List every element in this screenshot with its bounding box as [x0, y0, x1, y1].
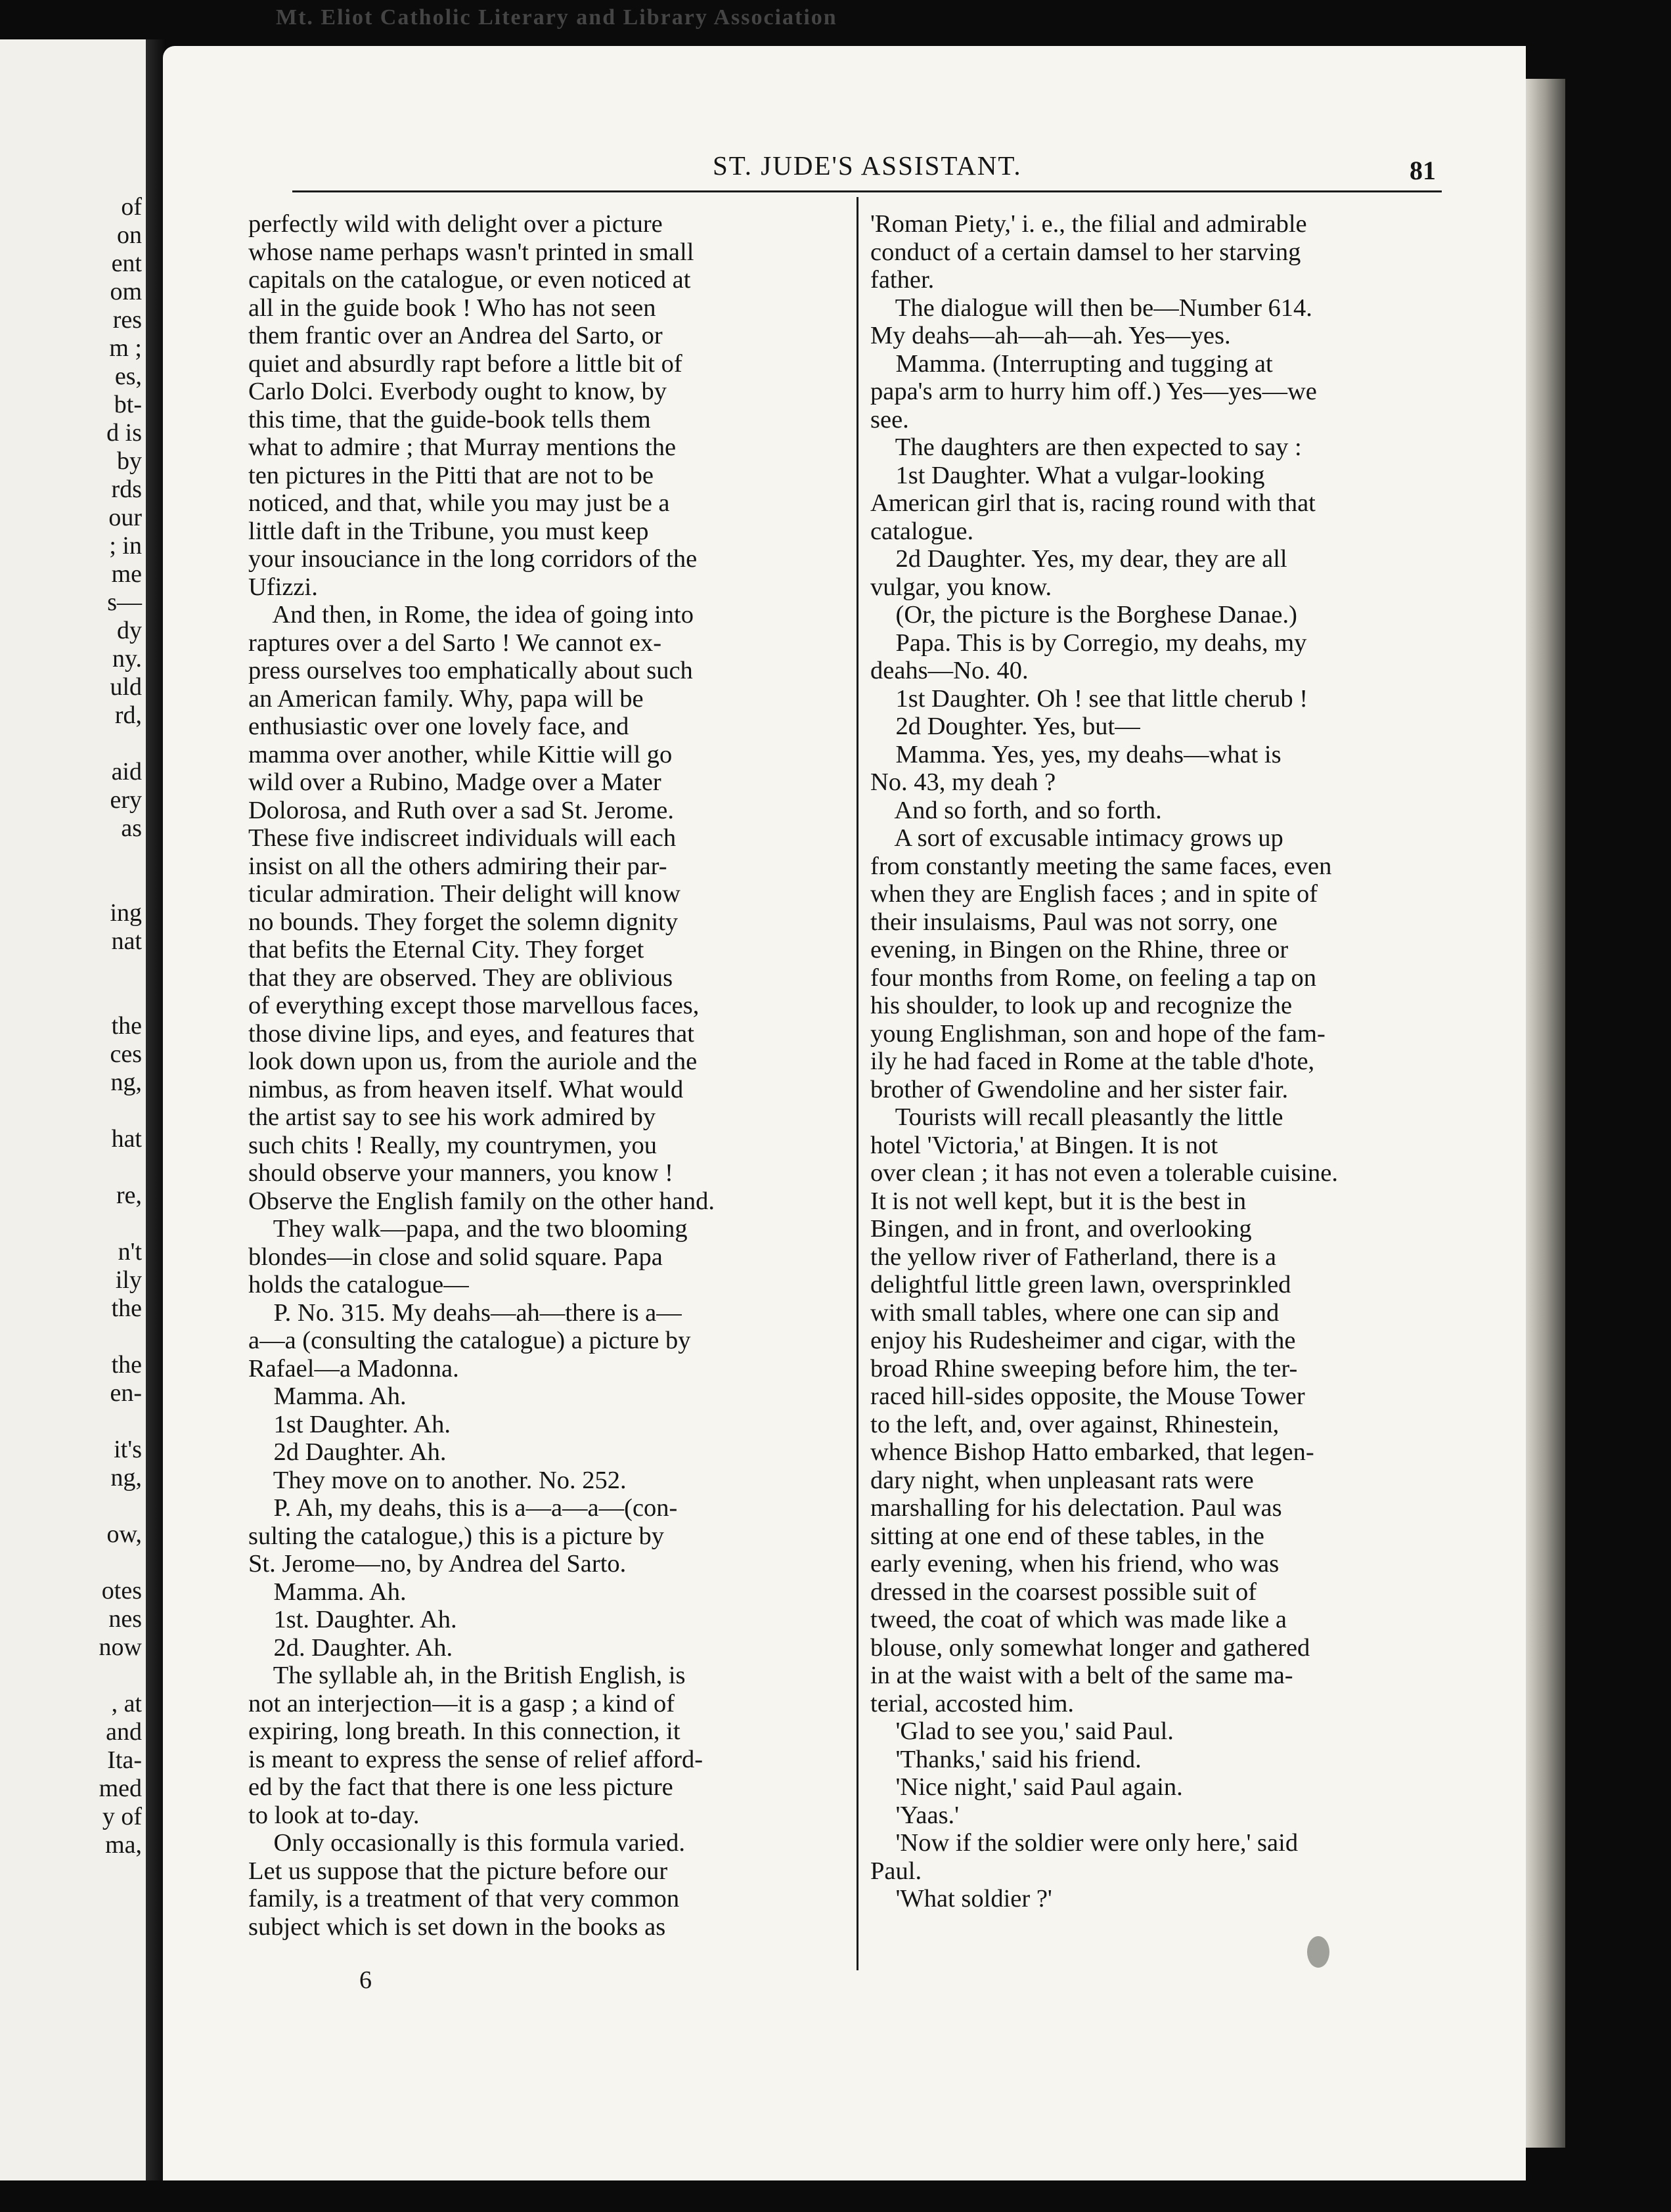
text-line: broad Rhine sweeping before him, the ter-	[870, 1354, 1298, 1382]
fragment-line: the	[111, 1294, 142, 1322]
text-line: ed by the fact that there is one less picture	[248, 1773, 673, 1801]
text-line: 'Yaas.'	[870, 1801, 960, 1829]
fragment-line: Ita-	[107, 1746, 142, 1774]
fragment-line: re,	[116, 1182, 142, 1209]
text-line: young Englishman, son and hope of the fam-	[870, 1019, 1326, 1048]
fragment-line: ow,	[106, 1520, 142, 1548]
text-line: Mamma. (Interrupting and tugging at	[870, 349, 1273, 378]
text-line: Papa. This is by Corregio, my deahs, my	[870, 629, 1307, 657]
fragment-line: om	[110, 278, 142, 305]
fragment-line: hat	[111, 1125, 142, 1153]
text-line: them frantic over an Andrea del Sarto, or	[248, 322, 663, 349]
text-line: ten pictures in the Pitti that are not to be	[248, 461, 654, 489]
fragment-line: ng,	[110, 1069, 142, 1096]
fragment-line: , at	[111, 1690, 142, 1717]
text-line: conduct of a certain damsel to her starving	[870, 238, 1301, 266]
text-line: And so forth, and so forth.	[870, 796, 1162, 824]
fragment-line: ing	[110, 899, 142, 927]
text-line: Tourists will recall pleasantly the little	[870, 1103, 1283, 1131]
text-line: Dolorosa, and Ruth over a sad St. Jerome.	[248, 796, 674, 824]
fragment-line: our	[108, 504, 142, 531]
text-line: It is not well kept, but it is the best in	[870, 1187, 1247, 1215]
text-line: whose name perhaps wasn't printed in small	[248, 238, 694, 266]
text-line: Mamma. Ah.	[248, 1382, 407, 1410]
text-line: 1st Daughter. Ah.	[248, 1410, 451, 1438]
text-line: in at the waist with a belt of the same ma-	[870, 1662, 1293, 1689]
text-line: P. No. 315. My deahs—ah—there is a—	[248, 1298, 682, 1327]
text-line: enjoy his Rudesheimer and cigar, with the	[870, 1327, 1296, 1354]
text-line: papa's arm to hurry him off.) Yes—yes—we	[870, 378, 1317, 405]
fragment-line: the	[111, 1351, 142, 1379]
text-line: delightful little green lawn, oversprinkled	[870, 1271, 1291, 1298]
right-text-column	[870, 210, 1435, 1913]
text-line: enthusiastic over one lovely face, and	[248, 713, 629, 740]
text-line: Bingen, and in front, and overlooking	[870, 1215, 1252, 1243]
text-line: should observe your manners, you know !	[248, 1159, 673, 1187]
text-line: what to admire ; that Murray mentions the	[248, 433, 677, 461]
text-line: Let us suppose that the picture before our	[248, 1857, 668, 1885]
text-line: with small tables, where one can sip and	[870, 1298, 1280, 1327]
fragment-line: ma,	[105, 1831, 142, 1859]
text-line: catalogue.	[870, 517, 974, 545]
fragment-line: as	[121, 814, 142, 842]
fragment-line: otes	[101, 1577, 142, 1604]
text-line: The daughters are then expected to say :	[870, 433, 1302, 461]
fragment-line: aid	[111, 758, 142, 785]
text-line: see.	[870, 405, 909, 433]
fragment-line: nat	[111, 927, 142, 955]
fragment-line: uld	[110, 673, 142, 701]
text-line: expiring, long breath. In this connection, it	[248, 1717, 680, 1745]
fragment-line: rd,	[114, 701, 142, 729]
fragment-line: ces	[110, 1040, 142, 1068]
fragment-line: it's	[114, 1436, 142, 1463]
text-line: family, is a treatment of that very common	[248, 1885, 680, 1913]
text-line: sitting at one end of these tables, in the	[870, 1522, 1264, 1550]
text-line: raced hill-sides opposite, the Mouse Tower	[870, 1382, 1305, 1410]
fragment-line: nes	[108, 1605, 142, 1633]
fragment-line: ; in	[109, 532, 142, 560]
text-line: to look at to-day.	[248, 1801, 420, 1829]
text-line: Ufizzi.	[248, 573, 318, 601]
text-line: They move on to another. No. 252.	[248, 1466, 627, 1494]
text-line: 'What soldier ?'	[870, 1885, 1052, 1913]
text-line: marshalling for his delectation. Paul was	[870, 1494, 1282, 1522]
text-line: subject which is set down in the books as	[248, 1913, 666, 1941]
text-line: nimbus, as from heaven itself. What would	[248, 1075, 684, 1103]
text-line: No. 43, my deah ?	[870, 768, 1056, 796]
text-line: capitals on the catalogue, or even noticed at	[248, 266, 691, 294]
text-line: the artist say to see his work admired by	[248, 1103, 656, 1131]
facing-page-fragment	[0, 39, 146, 2180]
text-line: These five indiscreet individuals will each	[248, 824, 677, 852]
fragment-line: n't	[118, 1238, 142, 1266]
signature-mark: 6	[359, 1966, 372, 1994]
text-line: this time, that the guide-book tells them	[248, 405, 651, 433]
fragment-line: ny.	[112, 645, 142, 673]
fragment-line: ily	[115, 1266, 142, 1294]
page-edges	[1526, 79, 1565, 2148]
text-line: insist on all the others admiring their par-	[248, 852, 667, 880]
text-line: blondes—in close and solid square. Papa	[248, 1243, 663, 1271]
text-line: such chits ! Really, my countrymen, you	[248, 1131, 657, 1159]
column-rule	[857, 197, 858, 1970]
text-line: the yellow river of Fatherland, there is a	[870, 1243, 1276, 1271]
text-line: My deahs—ah—ah—ah. Yes—yes.	[870, 322, 1231, 349]
fragment-line: me	[111, 560, 142, 588]
fragment-line: d is	[106, 419, 142, 447]
text-line: 1st. Daughter. Ah.	[248, 1606, 457, 1633]
text-line: 'Nice night,' said Paul again.	[870, 1773, 1183, 1801]
text-line: when they are English faces ; and in spite of	[870, 880, 1318, 908]
fragment-line: m ;	[109, 334, 142, 362]
text-line: A sort of excusable intimacy grows up	[870, 824, 1283, 852]
left-text-column	[248, 210, 851, 1941]
fragment-line: by	[117, 447, 142, 475]
text-line: The dialogue will then be—Number 614.	[870, 294, 1312, 322]
text-line: press ourselves too emphatically about such	[248, 657, 693, 684]
text-line: brother of Gwendoline and her sister fair.	[870, 1075, 1289, 1103]
text-line: hotel 'Victoria,' at Bingen. It is not	[870, 1131, 1218, 1159]
text-line: ticular admiration. Their delight will know	[248, 880, 680, 908]
text-line: deahs—No. 40.	[870, 657, 1029, 684]
text-line: father.	[870, 266, 935, 294]
text-line: Observe the English family on the other hand.	[248, 1187, 715, 1215]
text-line: no bounds. They forget the solemn dignity	[248, 908, 679, 936]
text-line: perfectly wild with delight over a picture	[248, 210, 663, 238]
text-line: Mamma. Ah.	[248, 1578, 407, 1606]
text-line: their insulaisms, Paul was not sorry, one	[870, 908, 1278, 936]
text-line: his shoulder, to look up and recognize the	[870, 992, 1293, 1019]
text-line: 2d Daughter. Ah.	[248, 1438, 447, 1466]
text-line: vulgar, you know.	[870, 573, 1052, 601]
text-line: wild over a Rubino, Madge over a Mater	[248, 768, 661, 796]
text-line: P. Ah, my deahs, this is a—a—a—(con-	[248, 1494, 678, 1522]
text-line: blouse, only somewhat longer and gathered	[870, 1633, 1310, 1662]
text-line: dary night, when unpleasant rats were	[870, 1466, 1254, 1494]
text-line: that they are observed. They are oblivious	[248, 963, 673, 992]
fragment-line: the	[111, 1012, 142, 1040]
fragment-line: ng,	[110, 1464, 142, 1492]
paper-spot	[1307, 1936, 1329, 1968]
text-line: an American family. Why, papa will be	[248, 684, 644, 713]
text-line: mamma over another, while Kittie will go	[248, 740, 673, 768]
fragment-line: rds	[111, 476, 142, 503]
text-line: a—a (consulting the catalogue) a picture by	[248, 1327, 691, 1354]
text-line: four months from Rome, on feeling a tap on	[870, 963, 1316, 992]
fragment-line: and	[106, 1718, 142, 1746]
text-line: whence Bishop Hatto embarked, that legen-	[870, 1438, 1314, 1466]
text-line: Paul.	[870, 1857, 922, 1885]
text-line: Rafael—a Madonna.	[248, 1354, 459, 1382]
text-line: from constantly meeting the same faces, even	[870, 852, 1332, 880]
fragment-line: y of	[102, 1803, 142, 1830]
page-number: 81	[1410, 156, 1436, 185]
fragment-line: en-	[110, 1379, 142, 1407]
text-line: those divine lips, and eyes, and features that	[248, 1019, 694, 1048]
text-line: 'Glad to see you,' said Paul.	[870, 1717, 1174, 1745]
text-line: Mamma. Yes, yes, my deahs—what is	[870, 740, 1281, 768]
fragment-line: med	[99, 1775, 142, 1802]
text-line: 2d Daughter. Yes, my dear, they are all	[870, 545, 1287, 573]
text-line: terial, accosted him.	[870, 1689, 1075, 1717]
fragment-line: now	[99, 1633, 142, 1661]
fragment-line: of	[121, 193, 142, 221]
text-line: evening, in Bingen on the Rhine, three or	[870, 936, 1289, 963]
text-line: over clean ; it has not even a tolerable cuisine.	[870, 1159, 1338, 1187]
text-line: early evening, when his friend, who was	[870, 1550, 1280, 1578]
fragment-line: es,	[114, 363, 142, 390]
text-line: And then, in Rome, the idea of going into	[248, 601, 694, 629]
text-line: 2d Doughter. Yes, but—	[870, 713, 1140, 740]
fragment-line: res	[112, 306, 142, 334]
text-line: American girl that is, racing round with that	[870, 489, 1316, 517]
text-line: holds the catalogue—	[248, 1271, 469, 1298]
text-line: your insouciance in the long corridors of the	[248, 545, 698, 573]
fragment-line: s—	[107, 588, 142, 616]
text-line: little daft in the Tribune, you must keep	[248, 517, 649, 545]
text-line: to the left, and, over against, Rhinestein,	[870, 1410, 1280, 1438]
text-line: St. Jerome—no, by Andrea del Sarto.	[248, 1550, 627, 1578]
text-line: not an interjection—it is a gasp ; a kind of	[248, 1689, 675, 1717]
header-rule	[292, 190, 1442, 192]
fragment-line: ery	[110, 786, 142, 814]
text-line: The syllable ah, in the British English, is	[248, 1662, 686, 1689]
fragment-line: dy	[117, 617, 142, 644]
running-title: ST. JUDE'S ASSISTANT.	[713, 150, 1022, 181]
text-line: Carlo Dolci. Everbody ought to know, by	[248, 378, 667, 405]
fragment-line: bt-	[114, 391, 142, 418]
fragment-line: on	[117, 221, 142, 249]
text-line: sulting the catalogue,) this is a picture by	[248, 1522, 664, 1550]
text-line: tweed, the coat of which was made like a	[870, 1606, 1287, 1633]
text-line: noticed, and that, while you may just be a	[248, 489, 670, 517]
text-line: look down upon us, from the auriole and the	[248, 1048, 698, 1075]
top-strip-text: Mt. Eliot Catholic Literary and Library Association	[276, 5, 837, 30]
text-line: all in the guide book ! Who has not seen	[248, 294, 656, 322]
text-line: 1st Daughter. Oh ! see that little cherub !	[870, 684, 1308, 713]
fragment-line: ent	[111, 250, 142, 277]
text-line: that befits the Eternal City. They forget	[248, 936, 644, 963]
text-line: 'Now if the soldier were only here,' said	[870, 1829, 1299, 1857]
text-line: 2d. Daughter. Ah.	[248, 1633, 453, 1662]
text-line: ily he had faced in Rome at the table d'hote,	[870, 1048, 1315, 1075]
text-line: dressed in the coarsest possible suit of	[870, 1578, 1257, 1606]
text-line: 'Thanks,' said his friend.	[870, 1745, 1142, 1773]
text-line: 'Roman Piety,' i. e., the filial and admirable	[870, 210, 1307, 238]
text-line: They walk—papa, and the two blooming	[248, 1215, 688, 1243]
text-line: Only occasionally is this formula varied.	[248, 1829, 686, 1857]
text-line: quiet and absurdly rapt before a little bit of	[248, 349, 682, 378]
text-line: (Or, the picture is the Borghese Danae.)	[870, 601, 1297, 629]
text-line: 1st Daughter. What a vulgar-looking	[870, 461, 1265, 489]
text-line: is meant to express the sense of relief afford-	[248, 1745, 703, 1773]
text-line: of everything except those marvellous faces,	[248, 992, 700, 1019]
text-line: raptures over a del Sarto ! We cannot ex-	[248, 629, 662, 657]
